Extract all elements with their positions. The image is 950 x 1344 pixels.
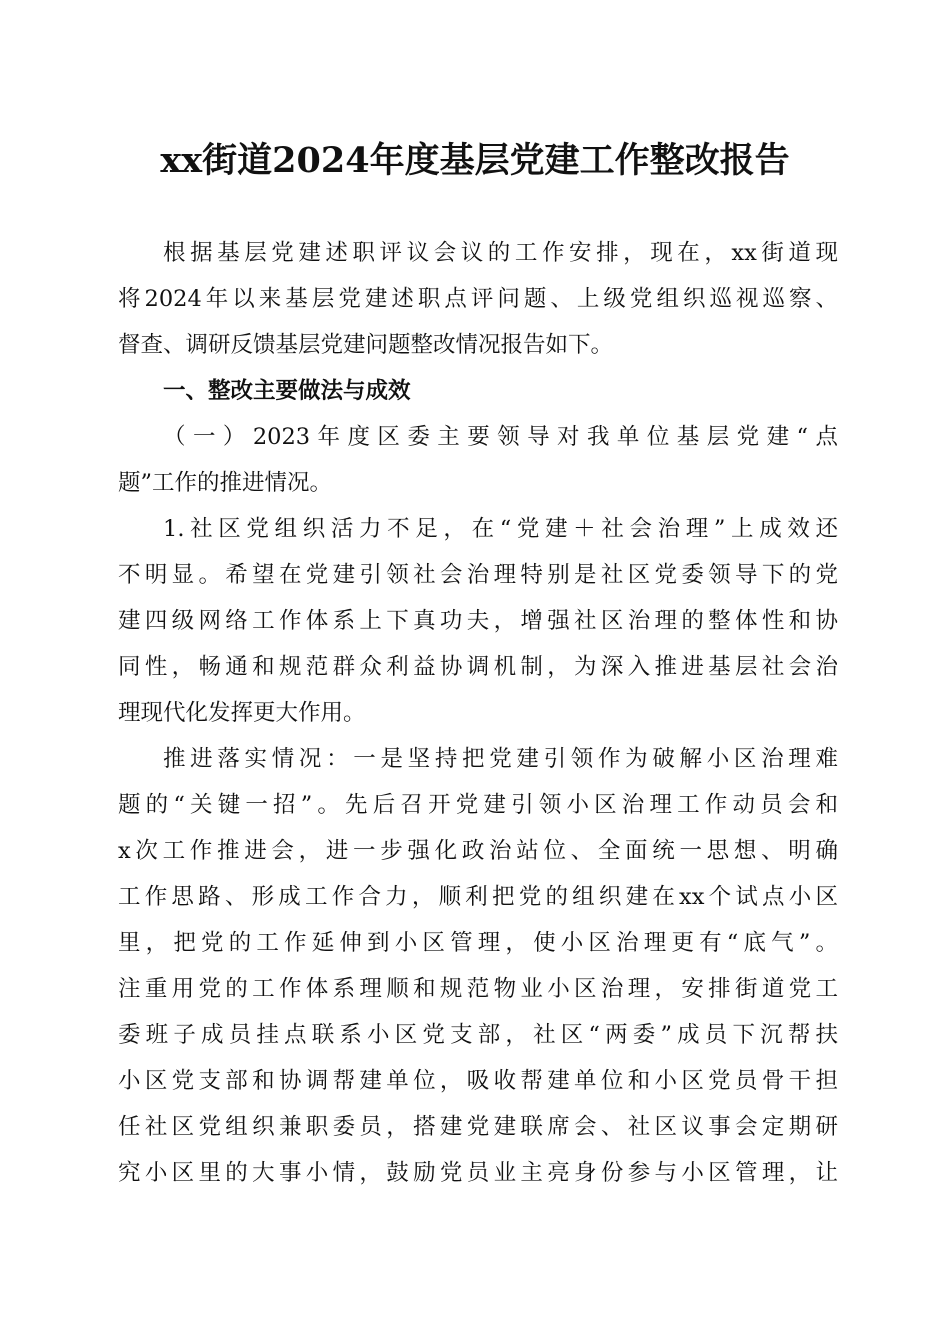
text-line: x次工作推进会，进一步强化政治站位、全面统一思想、明确 (118, 838, 838, 864)
text-line: 注重用党的工作体系理顺和规范物业小区治理，安排街道党工 (118, 976, 838, 1002)
text-line: 究小区里的大事小情，鼓励党员业主亮身份参与小区管理，让 (118, 1160, 838, 1186)
text-line: 1.社区党组织活力不足，在“党建＋社会治理”上成效还 (163, 516, 838, 542)
text-line: 理现代化发挥更大作用。 (118, 700, 366, 726)
text-line: 委班子成员挂点联系小区党支部，社区“两委”成员下沉帮扶 (118, 1022, 838, 1048)
section-heading (118, 368, 838, 414)
text-line: 建四级网络工作体系上下真功夫，增强社区治理的整体性和协 (118, 608, 838, 634)
text-line: 里，把党的工作延伸到小区管理，使小区治理更有“底气”。 (118, 930, 838, 956)
document-body (118, 230, 838, 1196)
sub-heading (118, 414, 838, 506)
text-line: 不明显。希望在党建引领社会治理特别是社区党委领导下的党 (118, 562, 838, 588)
document-title: xx街道2024年度基层党建工作整改报告 (160, 140, 790, 181)
text-line: （一）2023年度区委主要领导对我单位基层党建“点 (163, 424, 838, 450)
progress-paragraph (118, 736, 838, 1196)
text-line: 根据基层党建述职评议会议的工作安排，现在，xx街道现 (163, 240, 838, 266)
text-line: 同性，畅通和规范群众利益协调机制，为深入推进基层社会治 (118, 654, 838, 680)
heading-text: 一、整改主要做法与成效 (163, 378, 411, 404)
text-line: 题的“关键一招”。先后召开党建引领小区治理工作动员会和 (118, 792, 838, 818)
item-paragraph (118, 506, 838, 736)
text-line: 任社区党组织兼职委员，搭建党建联席会、社区议事会定期研 (118, 1114, 838, 1140)
intro-paragraph (118, 230, 838, 368)
text-line: 题”工作的推进情况。 (118, 470, 333, 496)
text-line: 小区党支部和协调帮建单位，吸收帮建单位和小区党员骨干担 (118, 1068, 838, 1094)
text-line: 将2024年以来基层党建述职点评问题、上级党组织巡视巡察、 (118, 286, 838, 312)
text-line: 工作思路、形成工作合力，顺利把党的组织建在xx个试点小区 (118, 884, 838, 910)
text-line: 推进落实情况：一是坚持把党建引领作为破解小区治理难 (163, 746, 838, 772)
text-line: 督查、调研反馈基层党建问题整改情况报告如下。 (118, 332, 614, 358)
